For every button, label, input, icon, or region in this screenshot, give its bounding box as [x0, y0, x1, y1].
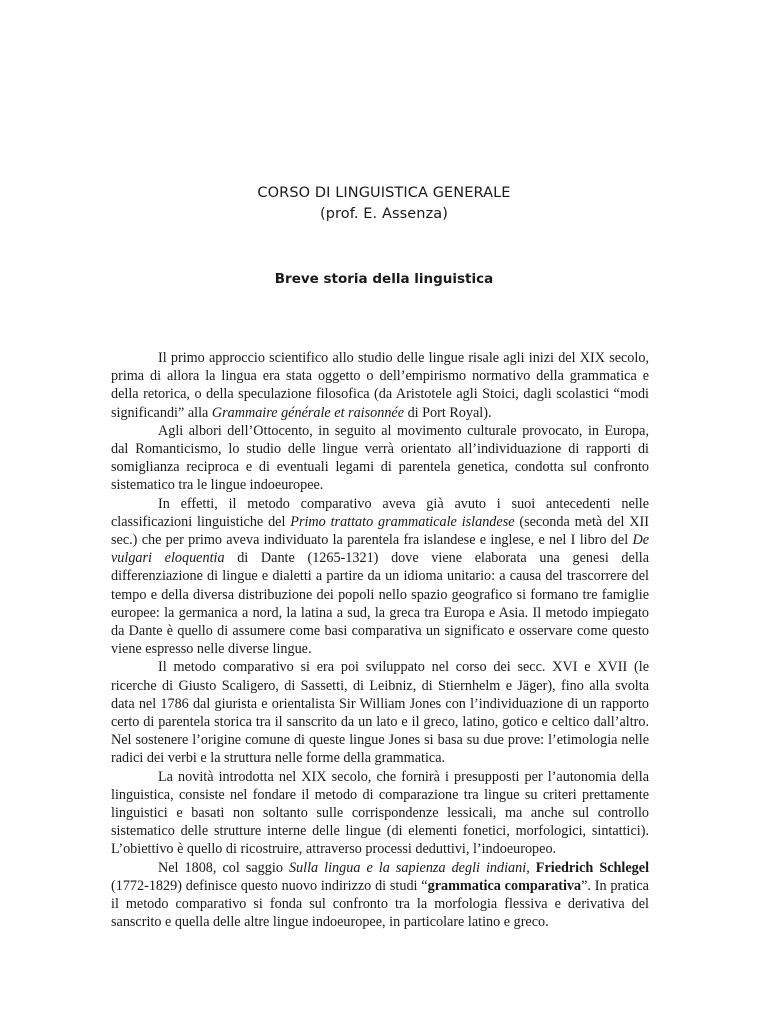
paragraph-3 [111, 495, 649, 659]
document-header [0, 183, 768, 225]
paragraph-text: ”. In pratica il metodo comparativo si fonda sul confronto tra la morfologia flessiva e derivativa del sanscrito e quella delle altre lingue indoeuropee, in particolare latino e greco. [111, 877, 649, 931]
paragraph-1 [111, 349, 649, 422]
body-text [111, 349, 649, 932]
paragraph-text: Il metodo comparativo si era poi sviluppato nel corso dei secc. XVI e XVII (le ricerche di Giusto Scaligero, di Sassetti, di Leibniz, di Stiernhelm e Jäger), fino alla svolta data nel 1786 dal giurista e orientalista Sir William Jones con l’individuazione di un rapporto certo di parentela storica tra il sanscrito da un lato e il greco, latino, gotico e celtico dall’altro. Nel sostenere l’origine comune di queste lingue Jones si basa su due prove: l’etimologia nelle radici dei verbi e la struttura nelle forme della grammatica. [111, 659, 649, 767]
paragraph-text: La novità introdotta nel XIX secolo, che fornirà i presupposti per l’autonomia della linguistica, consiste nel fondare il metodo di comparazione tra lingue su criteri prettamente linguistici e basati non soltanto sulle corrispondenze lessicali, ma anche sul controllo sistematico delle strutture interne delle lingue (di elementi fonetici, morfologici, sintattici). L’obiettivo è quello di ricostruire, attraverso processi deduttivi, l’indoeuropeo. [111, 768, 649, 858]
paragraph-text: (seconda metà del XII sec.) che per primo aveva individuato la parentela fra islandese e inglese, e nel I libro del [111, 513, 649, 549]
paragraph-4 [111, 658, 649, 767]
italic-title: Grammaire générale et raisonnée [211, 404, 405, 421]
paragraph-text: Agli albori dell’Ottocento, in seguito al movimento culturale provocato, in Europa, dal Romanticismo, lo studio delle lingue verrà orientato all’individuazione di rapporti di somiglianza reciproca e di eventuali legami di parentela genetica, condotta sul confronto sistematico tra le lingue indoeuropee. [111, 422, 649, 494]
section-title: Breve storia della linguistica [274, 271, 494, 287]
paragraph-text: di Port Royal). [404, 404, 492, 421]
paragraph-text: Nel 1808, col saggio [158, 859, 289, 876]
paragraph-text: di Dante (1265-1321) dove viene elaborata una genesi della differenziazione di lingue e dialetti a partire da un idioma unitario: a causa del trascorrere del tempo e della diversa distribuzione dei popoli nello spazio geografico si formano tre famiglie europee: la germanica a nord, la latina a sud, la greca tra Europa e Asia. Il metodo impiegato da Dante è quello di assumere come basi comparativa un significato e osservare come questo viene espresso nelle diverse lingue. [111, 550, 650, 658]
paragraph-text: Il primo approccio scientifico allo studio delle lingue risale agli inizi del XIX secolo, prima di allora la lingua era stata oggetto o dell’empirismo normativo della grammatica e della retorica, o della speculazione filosofica (da Aristotele agli Stoici, dagli scolastici “modi significandi” alla [111, 350, 649, 421]
paragraph-text: , [526, 859, 536, 876]
paragraph-5 [111, 768, 649, 859]
paragraph-2 [111, 422, 649, 495]
paragraph-6 [111, 859, 649, 932]
professor-name: (prof. E. Assenza) [319, 206, 449, 222]
italic-title: De vulgari eloquentia [111, 532, 649, 567]
bold-name: Friedrich Schlegel [535, 859, 650, 876]
paragraph-text: In effetti, il metodo comparativo aveva già avuto i suoi antecedenti nelle classificazioni linguistiche del [111, 495, 649, 530]
italic-title: Primo trattato grammaticale islandese [290, 513, 515, 530]
italic-title: Sulla lingua e la sapienza degli indiani [288, 859, 527, 876]
paragraph-text: (1772-1829) definisce questo nuovo indirizzo di studi “ [111, 877, 428, 894]
course-title: CORSO DI LINGUISTICA GENERALE [257, 185, 511, 201]
bold-term: grammatica comparativa [427, 877, 582, 894]
